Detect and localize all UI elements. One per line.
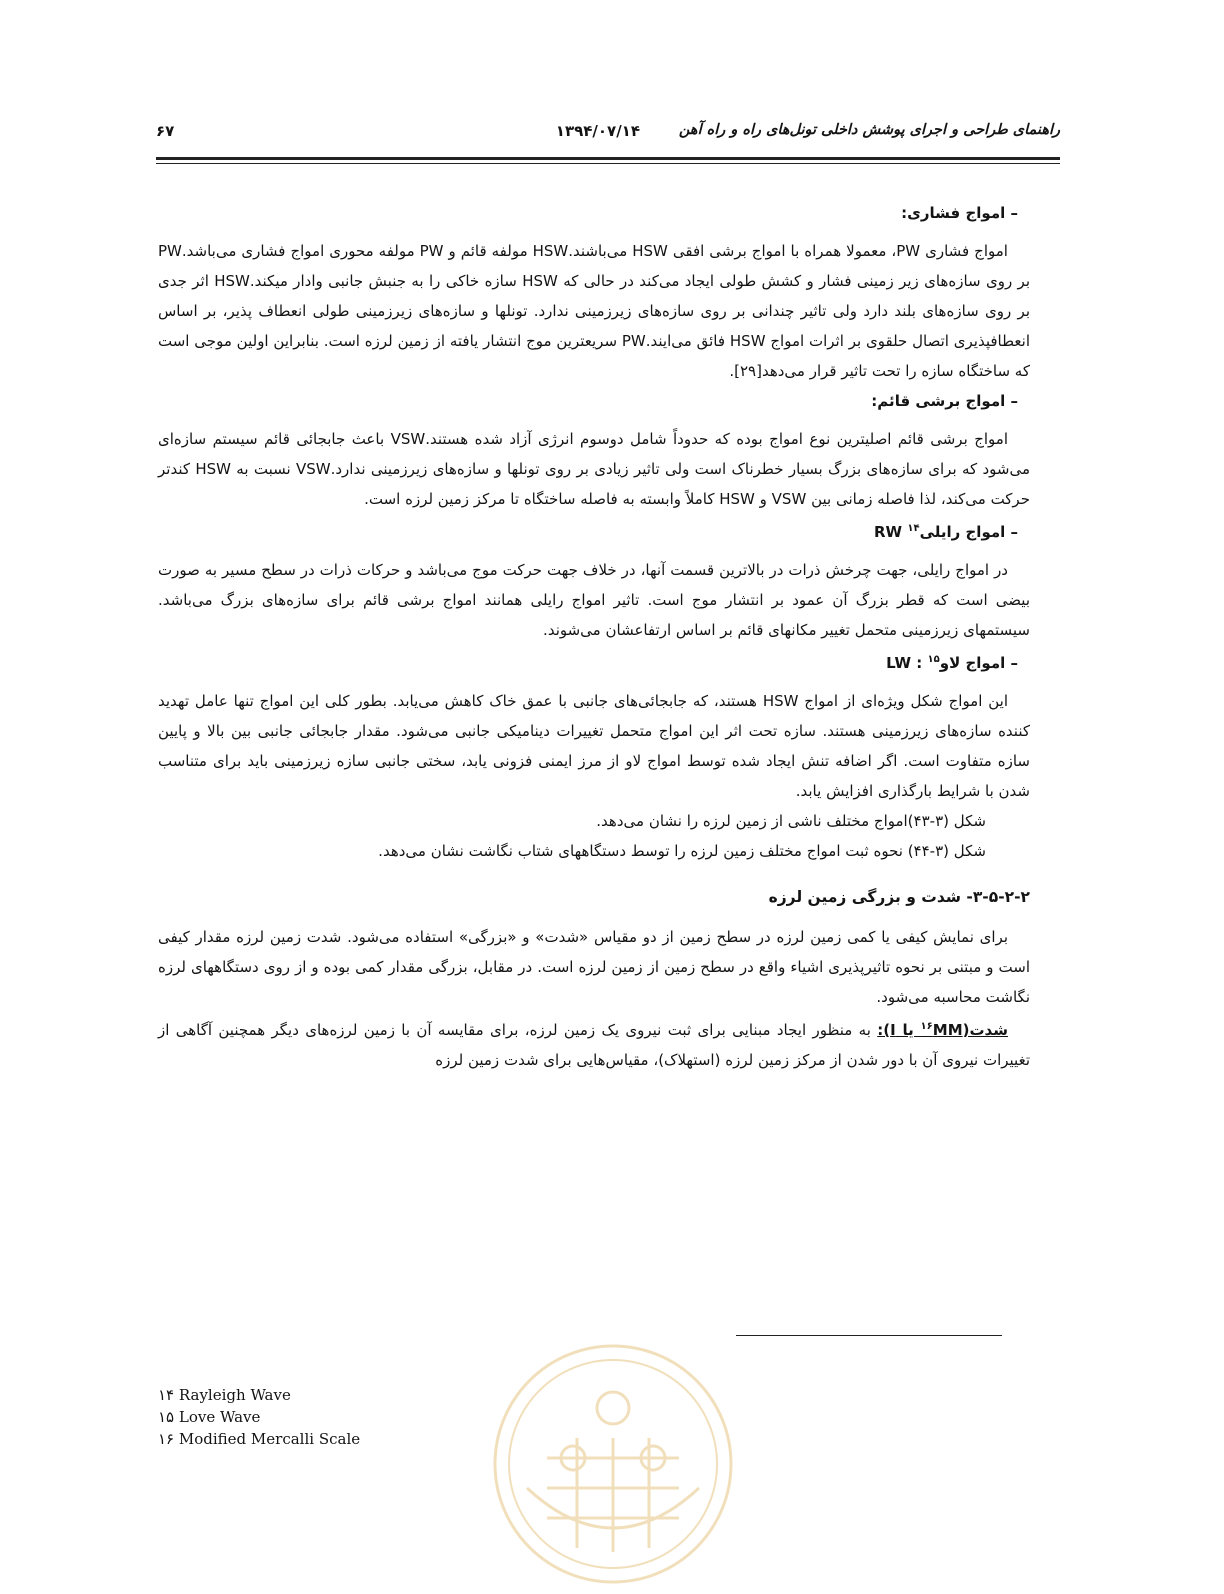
heading-love-abbr: LW : — [886, 654, 923, 672]
paragraph-pressure-waves: امواج فشاری PW، معمولا همراه با امواج برشی افقی HSW می‌باشند.HSW مولفه قائم و PW مولفه محوری امواج فشاری می‌باشد.PW بر روی سازه‌های زیر زمینی فشار و کشش طولی ایجاد می‌کند در حالی که HSW سازه خاکی را به جنبش جانبی وادار میکند.HSW اثر جدی بر روی سازه‌های بلند دارد ولی تاثیر چندانی بر روی سازه‌های زیرزمینی ندارد. تونلها و سازه‌های زیرزمینی طولی انعطاف پذیر، بر اساس انعطافپذیری اتصال حلقوی بر اثرات امواج HSW فائق می‌ایند.PW سریعترین موج انتشار یافته از زمین لرزه است. بنابراین اولین موجی است که ساختگاه سازه را تحت تاثیر قرار می‌دهد[۲۹]. — [158, 242, 1031, 380]
intensity-term-abbr: MM یا I): — [877, 1021, 963, 1039]
footnote-16: ۱۶ Modified Mercalli Scale — [158, 1430, 361, 1448]
figure-reference-43: شکل (۳-۴۳)امواج مختلف ناشی از زمین لرزه را نشان می‌دهد. — [596, 812, 986, 830]
paragraph-vertical-shear-waves: امواج برشی قائم اصلیترین نوع امواج بوده که حدوداً شامل دوسوم انرژی آزاد شده هستند.VSW باعث جابجائی قائم سیستم سازه‌ای می‌شود که برای سازه‌های بزرگ بسیار خطرناک است ولی تاثیر زیادی بر روی تونلها و سازه‌های زیرزمینی ندارد.VSW نسبت به HSW کندتر حرکت می‌کند، لذا فاصله زمانی بین VSW و HSW کاملاً وابسته به فاصله ساختگاه تا مرکز زمین لرزه است. — [158, 430, 1031, 508]
page-number: ۶۷ — [156, 122, 175, 140]
body-text — [158, 198, 1030, 1075]
paragraph-intensity-magnitude: برای نمایش کیفی یا کمی زمین لرزه در سطح زمین از دو مقیاس «شدت» و «بزرگی» استفاده می‌شود. شدت زمین لرزه مقدار کیفی است و مبتنی بر نحوه تاثیرپذیری اشیاء واقع در سطح زمین از زمین لرزه است. در مقابل، بزرگی مقدار کمی بوده و از روی دستگاههای لرزه نگاشت محاسبه می‌شود. — [158, 928, 1030, 1006]
page-header — [156, 118, 1060, 158]
footnote-separator — [736, 1335, 1002, 1336]
paragraph-intensity-definition — [158, 1012, 1030, 1075]
footnote-ref-16: ۱۶ — [920, 1021, 933, 1032]
heading-rayleigh-abbr: RW — [874, 523, 903, 541]
figure-reference-44: شکل (۳-۴۴) نحوه ثبت امواج مختلف زمین لرزه را توسط دستگاههای شتاب نگاشت نشان می‌دهد. — [378, 842, 986, 860]
heading-love-waves — [158, 645, 1030, 678]
heading-vertical-shear-waves: – امواج برشی قائم: — [871, 392, 1018, 410]
header-rule-thin — [156, 163, 1060, 164]
footnotes — [158, 1384, 458, 1450]
header-date: ۱۳۹۴/۰۷/۱۴ — [555, 122, 640, 140]
intensity-term-label: شدت( — [962, 1021, 1008, 1039]
footnote-14: ۱۴ Rayleigh Wave — [158, 1386, 291, 1404]
footnote-ref-14: ۱۴ — [907, 523, 920, 534]
heading-rayleigh-waves — [158, 514, 1030, 547]
footnote-15: ۱۵ Love Wave — [158, 1408, 261, 1426]
paragraph-love-waves: این امواج شکل ویژه‌ای از امواج HSW هستند، که جابجائی‌های جانبی با عمق خاک کاهش می‌یابد. بطور کلی این امواج تنها عامل تهدید کننده سازه‌های زیرزمینی هستند. سازه تحت اثر این امواج متحمل تغییرات دینامیکی جانبی می‌شود. مقدار جابجائی جانبی بین بالا و پایین سازه متفاوت است. اگر اضافه تنش ایجاد شده توسط امواج لاو از مرز ایمنی فزونی یابد، سختی جانبی سازه زیرزمینی باید برای متناسب شدن با شرایط بارگذاری افزایش یابد. — [158, 692, 1030, 800]
seal-logo-icon — [487, 1338, 739, 1590]
header-rule-thick — [156, 157, 1060, 160]
heading-rayleigh-label: – امواج رایلی — [919, 523, 1018, 541]
paragraph-rayleigh-waves: در امواج رایلی، جهت چرخش ذرات در بالاترین قسمت آنها، در خلاف جهت حرکت موج می‌باشد و حرکات ذرات در سطح مسیر به صورت بیضی است که قطر بزرگ آن عمود بر انتشار موج است. تاثیر امواج رایلی همانند امواج برشی قائم برای سازه‌های بزرگ می‌باشد. سیستمهای زیرزمینی متحمل تغییر مکانهای قائم بر اساس ارتفاعشان می‌شوند. — [158, 561, 1030, 639]
section-heading-intensity-magnitude: ۳-۵-۲-۲- شدت و بزرگی زمین لرزه — [768, 888, 1030, 906]
heading-pressure-waves: – امواج فشاری: — [901, 204, 1018, 222]
intensity-definition-text: به منظور ایجاد مبنایی برای ثبت نیروی یک زمین لرزه، برای مقایسه آن با زمین لرزه‌های دیگر همچنین آگاهی از تغییرات نیروی آن با دور شدن از مرکز زمین لرزه (استهلاک)، مقیاس‌هایی برای شدت زمین لرزه — [158, 1021, 1030, 1069]
footnote-ref-15: ۱۵ — [927, 654, 940, 665]
heading-love-label: – امواج لاو — [939, 654, 1018, 672]
intensity-term — [877, 1021, 1008, 1039]
header-title: راهنمای طراحی و اجرای پوشش داخلی تونل‌های راه و راه آهن — [678, 122, 1060, 138]
